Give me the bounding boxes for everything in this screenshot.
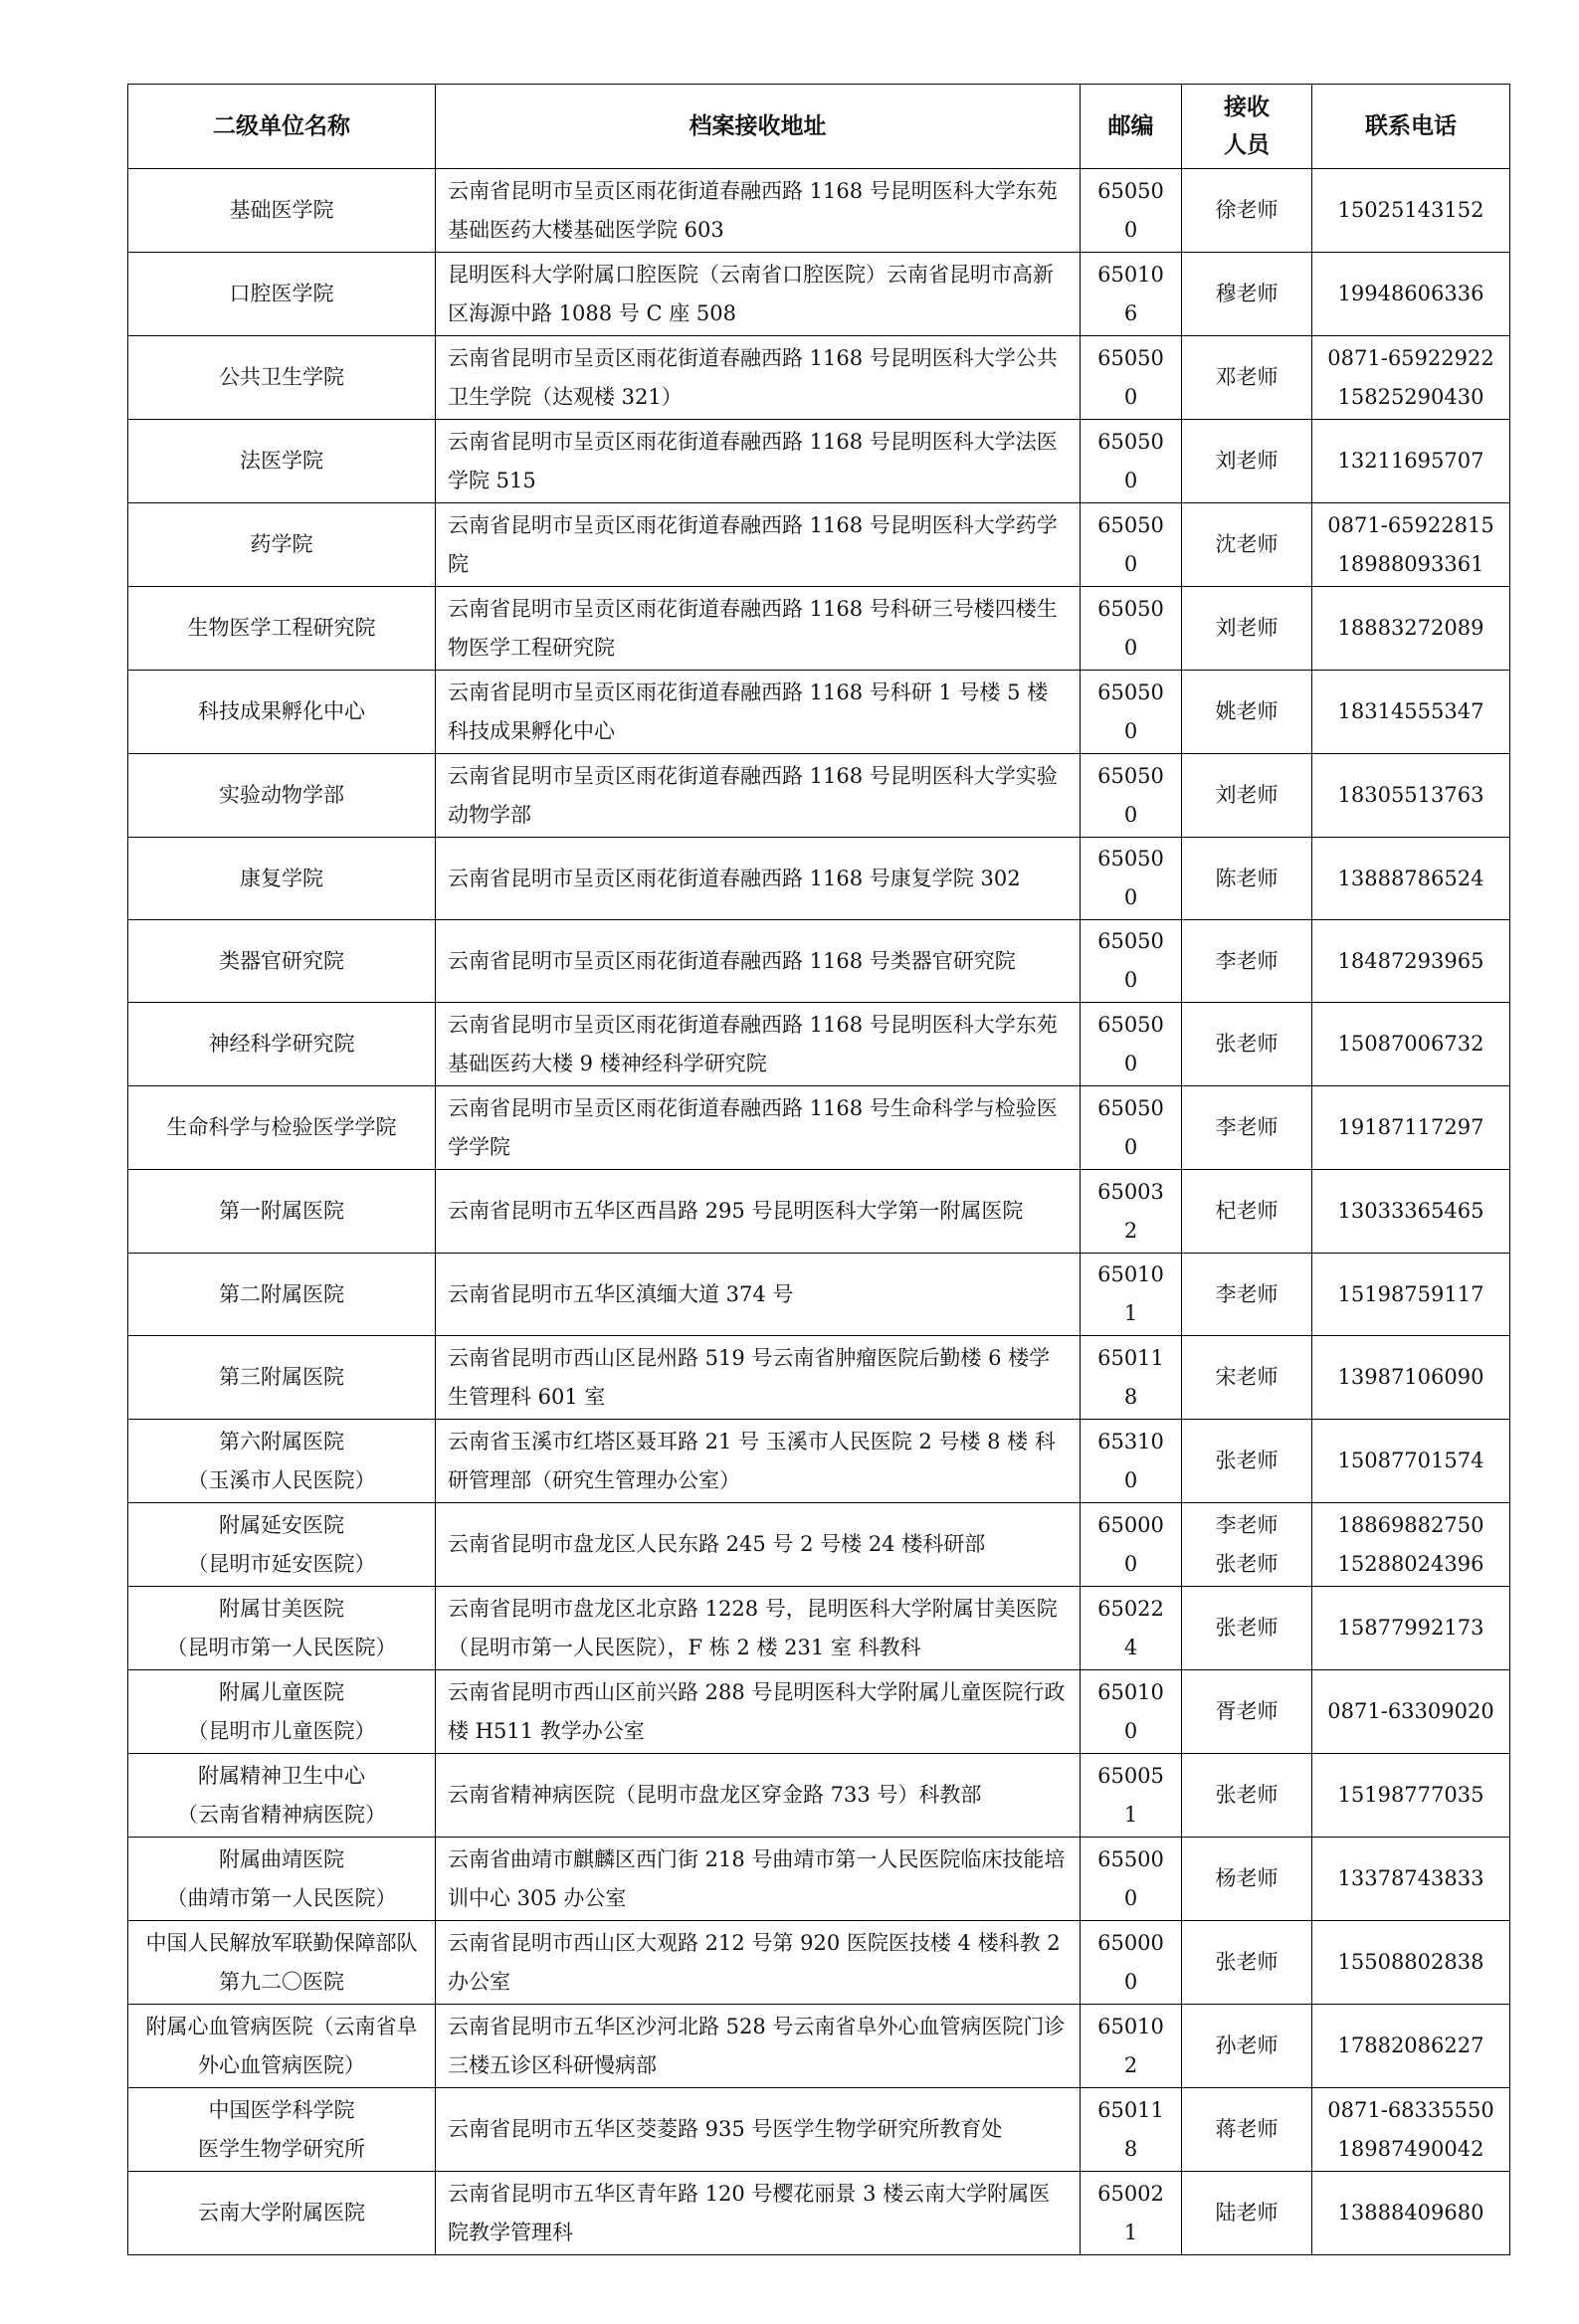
phone-cell: 0871-68335550 18987490042 — [1312, 2088, 1510, 2172]
phone-cell: 19187117297 — [1312, 1086, 1510, 1170]
postcode-cell: 650021 — [1081, 2172, 1182, 2255]
receiver-cell: 杞老师 — [1182, 1170, 1312, 1254]
unit-name-cell: 基础医学院 — [128, 169, 436, 253]
unit-name-cell: 第三附属医院 — [128, 1336, 436, 1420]
address-cell: 云南省昆明市五华区茭菱路 935 号医学生物学研究所教育处 — [436, 2088, 1081, 2172]
receiver-cell: 李老师 — [1182, 920, 1312, 1003]
address-cell: 云南省玉溪市红塔区聂耳路 21 号 玉溪市人民医院 2 号楼 8 楼 科研管理部（研究生管理办公室） — [436, 1420, 1081, 1503]
postcode-cell: 650500 — [1081, 920, 1182, 1003]
address-cell: 云南省昆明市呈贡区雨花街道春融西路 1168 号昆明医科大学东苑基础医药大楼基础医学院 603 — [436, 169, 1081, 253]
unit-name-cell: 神经科学研究院 — [128, 1003, 436, 1086]
phone-cell: 13888786524 — [1312, 838, 1510, 920]
receiver-cell: 杨老师 — [1182, 1838, 1312, 1921]
phone-cell: 13033365465 — [1312, 1170, 1510, 1254]
address-cell: 云南省昆明市盘龙区北京路 1228 号，昆明医科大学附属甘美医院（昆明市第一人民医院），F 栋 2 楼 231 室 科教科 — [436, 1587, 1081, 1670]
unit-name-cell: 第一附属医院 — [128, 1170, 436, 1254]
receiver-cell: 张老师 — [1182, 1754, 1312, 1838]
address-cell: 云南省昆明市呈贡区雨花街道春融西路 1168 号昆明医科大学东苑基础医药大楼 9 楼神经科学研究院 — [436, 1003, 1081, 1086]
table-row — [128, 671, 1510, 754]
address-cell: 云南省昆明市五华区青年路 120 号樱花丽景 3 楼云南大学附属医院教学管理科 — [436, 2172, 1081, 2255]
address-cell: 云南省昆明市呈贡区雨花街道春融西路 1168 号生命科学与检验医学学院 — [436, 1086, 1081, 1170]
unit-name-cell: 第二附属医院 — [128, 1254, 436, 1336]
unit-name-cell: 药学院 — [128, 503, 436, 587]
header-archive-address: 档案接收地址 — [436, 85, 1081, 169]
unit-name-cell: 公共卫生学院 — [128, 336, 436, 420]
table-row — [128, 1170, 1510, 1254]
unit-name-cell: 附属曲靖医院 （曲靖市第一人民医院） — [128, 1838, 436, 1921]
address-cell: 云南省昆明市西山区前兴路 288 号昆明医科大学附属儿童医院行政楼 H511 教学办公室 — [436, 1670, 1081, 1754]
phone-cell: 18314555347 — [1312, 671, 1510, 754]
receiver-cell: 张老师 — [1182, 1003, 1312, 1086]
address-cell: 云南省昆明市五华区滇缅大道 374 号 — [436, 1254, 1081, 1336]
postcode-cell: 650000 — [1081, 1503, 1182, 1587]
table-row — [128, 2172, 1510, 2255]
table-row — [128, 2005, 1510, 2088]
postcode-cell: 650500 — [1081, 336, 1182, 420]
phone-cell: 13378743833 — [1312, 1838, 1510, 1921]
postcode-cell: 650102 — [1081, 2005, 1182, 2088]
address-cell: 昆明医科大学附属口腔医院（云南省口腔医院）云南省昆明市高新区海源中路 1088 号 C 座 508 — [436, 253, 1081, 336]
unit-name-cell: 云南大学附属医院 — [128, 2172, 436, 2255]
table-row — [128, 253, 1510, 336]
table-row — [128, 1003, 1510, 1086]
phone-cell: 18883272089 — [1312, 587, 1510, 671]
unit-name-cell: 科技成果孵化中心 — [128, 671, 436, 754]
table-row — [128, 1754, 1510, 1838]
receiver-cell: 孙老师 — [1182, 2005, 1312, 2088]
unit-name-cell: 附属甘美医院 （昆明市第一人民医院） — [128, 1587, 436, 1670]
postcode-cell: 650032 — [1081, 1170, 1182, 1254]
address-cell: 云南省昆明市五华区沙河北路 528 号云南省阜外心血管病医院门诊三楼五诊区科研慢病部 — [436, 2005, 1081, 2088]
phone-cell: 15087701574 — [1312, 1420, 1510, 1503]
phone-cell: 15198759117 — [1312, 1254, 1510, 1336]
address-cell: 云南省昆明市呈贡区雨花街道春融西路 1168 号昆明医科大学法医学院 515 — [436, 420, 1081, 503]
table-row — [128, 754, 1510, 838]
postcode-cell: 650500 — [1081, 671, 1182, 754]
phone-cell: 15508802838 — [1312, 1921, 1510, 2005]
table-row — [128, 1921, 1510, 2005]
unit-name-cell: 实验动物学部 — [128, 754, 436, 838]
receiver-cell: 宋老师 — [1182, 1336, 1312, 1420]
phone-cell: 15087006732 — [1312, 1003, 1510, 1086]
table-row — [128, 169, 1510, 253]
postcode-cell: 650224 — [1081, 1587, 1182, 1670]
address-cell: 云南省昆明市西山区大观路 212 号第 920 医院医技楼 4 楼科教 2 办公室 — [436, 1921, 1081, 2005]
receiver-cell: 陈老师 — [1182, 838, 1312, 920]
phone-cell: 17882086227 — [1312, 2005, 1510, 2088]
header-postcode: 邮编 — [1081, 85, 1182, 169]
postcode-cell: 650051 — [1081, 1754, 1182, 1838]
phone-cell: 0871-63309020 — [1312, 1670, 1510, 1754]
receiver-cell: 李老师 张老师 — [1182, 1503, 1312, 1587]
unit-name-cell: 附属精神卫生中心 （云南省精神病医院） — [128, 1754, 436, 1838]
address-cell: 云南省昆明市呈贡区雨花街道春融西路 1168 号类器官研究院 — [436, 920, 1081, 1003]
table-row — [128, 1254, 1510, 1336]
phone-cell: 15198777035 — [1312, 1754, 1510, 1838]
receiver-cell: 张老师 — [1182, 1921, 1312, 2005]
phone-cell: 13888409680 — [1312, 2172, 1510, 2255]
postcode-cell: 650500 — [1081, 420, 1182, 503]
address-cell: 云南省昆明市呈贡区雨花街道春融西路 1168 号昆明医科大学药学院 — [436, 503, 1081, 587]
receiver-cell: 李老师 — [1182, 1254, 1312, 1336]
postcode-cell: 650100 — [1081, 1670, 1182, 1754]
unit-name-cell: 康复学院 — [128, 838, 436, 920]
table-row — [128, 920, 1510, 1003]
phone-cell: 15025143152 — [1312, 169, 1510, 253]
postcode-cell: 650106 — [1081, 253, 1182, 336]
unit-name-cell: 中国医学科学院 医学生物学研究所 — [128, 2088, 436, 2172]
phone-cell: 18869882750 15288024396 — [1312, 1503, 1510, 1587]
phone-cell: 18487293965 — [1312, 920, 1510, 1003]
table-row — [128, 2088, 1510, 2172]
address-cell: 云南省昆明市呈贡区雨花街道春融西路 1168 号昆明医科大学实验动物学部 — [436, 754, 1081, 838]
receiver-cell: 蒋老师 — [1182, 2088, 1312, 2172]
receiver-cell: 刘老师 — [1182, 587, 1312, 671]
receiver-cell: 刘老师 — [1182, 754, 1312, 838]
phone-cell: 19948606336 — [1312, 253, 1510, 336]
receiver-cell: 邓老师 — [1182, 336, 1312, 420]
receiver-cell: 刘老师 — [1182, 420, 1312, 503]
header-phone: 联系电话 — [1312, 85, 1510, 169]
unit-name-cell: 附属延安医院 （昆明市延安医院） — [128, 1503, 436, 1587]
address-cell: 云南省昆明市西山区昆州路 519 号云南省肿瘤医院后勤楼 6 楼学生管理科 601 室 — [436, 1336, 1081, 1420]
table-row — [128, 587, 1510, 671]
postcode-cell: 653100 — [1081, 1420, 1182, 1503]
phone-cell: 18305513763 — [1312, 754, 1510, 838]
postcode-cell: 650500 — [1081, 1003, 1182, 1086]
table-row — [128, 838, 1510, 920]
postcode-cell: 650500 — [1081, 169, 1182, 253]
unit-name-cell: 生物医学工程研究院 — [128, 587, 436, 671]
unit-name-cell: 附属儿童医院 （昆明市儿童医院） — [128, 1670, 436, 1754]
table-row — [128, 1503, 1510, 1587]
address-cell: 云南省曲靖市麒麟区西门街 218 号曲靖市第一人民医院临床技能培训中心 305 办公室 — [436, 1838, 1081, 1921]
address-cell: 云南省昆明市呈贡区雨花街道春融西路 1168 号昆明医科大学公共卫生学院（达观楼 321） — [436, 336, 1081, 420]
phone-cell: 13211695707 — [1312, 420, 1510, 503]
table-row — [128, 1420, 1510, 1503]
archive-address-table — [127, 84, 1510, 2255]
receiver-cell: 陆老师 — [1182, 2172, 1312, 2255]
address-cell: 云南省精神病医院（昆明市盘龙区穿金路 733 号）科教部 — [436, 1754, 1081, 1838]
receiver-cell: 张老师 — [1182, 1420, 1312, 1503]
postcode-cell: 650101 — [1081, 1254, 1182, 1336]
header-receiver: 接收 人员 — [1182, 85, 1312, 169]
unit-name-cell: 中国人民解放军联勤保障部队第九二〇医院 — [128, 1921, 436, 2005]
table-row — [128, 1670, 1510, 1754]
address-cell: 云南省昆明市呈贡区雨花街道春融西路 1168 号科研三号楼四楼生物医学工程研究院 — [436, 587, 1081, 671]
table-row — [128, 1838, 1510, 1921]
postcode-cell: 650500 — [1081, 838, 1182, 920]
receiver-cell: 张老师 — [1182, 1587, 1312, 1670]
table-row — [128, 1587, 1510, 1670]
address-cell: 云南省昆明市盘龙区人民东路 245 号 2 号楼 24 楼科研部 — [436, 1503, 1081, 1587]
phone-cell: 0871-65922922 15825290430 — [1312, 336, 1510, 420]
receiver-cell: 徐老师 — [1182, 169, 1312, 253]
table-header-row — [128, 85, 1510, 169]
receiver-cell: 穆老师 — [1182, 253, 1312, 336]
receiver-cell: 李老师 — [1182, 1086, 1312, 1170]
phone-cell: 13987106090 — [1312, 1336, 1510, 1420]
postcode-cell: 650500 — [1081, 587, 1182, 671]
unit-name-cell: 法医学院 — [128, 420, 436, 503]
unit-name-cell: 第六附属医院 （玉溪市人民医院） — [128, 1420, 436, 1503]
table-row — [128, 503, 1510, 587]
unit-name-cell: 生命科学与检验医学学院 — [128, 1086, 436, 1170]
unit-name-cell: 附属心血管病医院（云南省阜外心血管病医院） — [128, 2005, 436, 2088]
table-row — [128, 1086, 1510, 1170]
postcode-cell: 650000 — [1081, 1921, 1182, 2005]
phone-cell: 15877992173 — [1312, 1587, 1510, 1670]
address-cell: 云南省昆明市五华区西昌路 295 号昆明医科大学第一附属医院 — [436, 1170, 1081, 1254]
header-unit-name: 二级单位名称 — [128, 85, 436, 169]
receiver-cell: 沈老师 — [1182, 503, 1312, 587]
postcode-cell: 650500 — [1081, 754, 1182, 838]
unit-name-cell: 类器官研究院 — [128, 920, 436, 1003]
postcode-cell: 650500 — [1081, 1086, 1182, 1170]
postcode-cell: 650118 — [1081, 1336, 1182, 1420]
phone-cell: 0871-65922815 18988093361 — [1312, 503, 1510, 587]
table-body — [128, 169, 1510, 2255]
address-cell: 云南省昆明市呈贡区雨花街道春融西路 1168 号科研 1 号楼 5 楼科技成果孵化中心 — [436, 671, 1081, 754]
receiver-cell: 姚老师 — [1182, 671, 1312, 754]
postcode-cell: 650118 — [1081, 2088, 1182, 2172]
unit-name-cell: 口腔医学院 — [128, 253, 436, 336]
address-cell: 云南省昆明市呈贡区雨花街道春融西路 1168 号康复学院 302 — [436, 838, 1081, 920]
table-row — [128, 1336, 1510, 1420]
table-row — [128, 420, 1510, 503]
receiver-cell: 胥老师 — [1182, 1670, 1312, 1754]
postcode-cell: 650500 — [1081, 503, 1182, 587]
postcode-cell: 655000 — [1081, 1838, 1182, 1921]
table-row — [128, 336, 1510, 420]
